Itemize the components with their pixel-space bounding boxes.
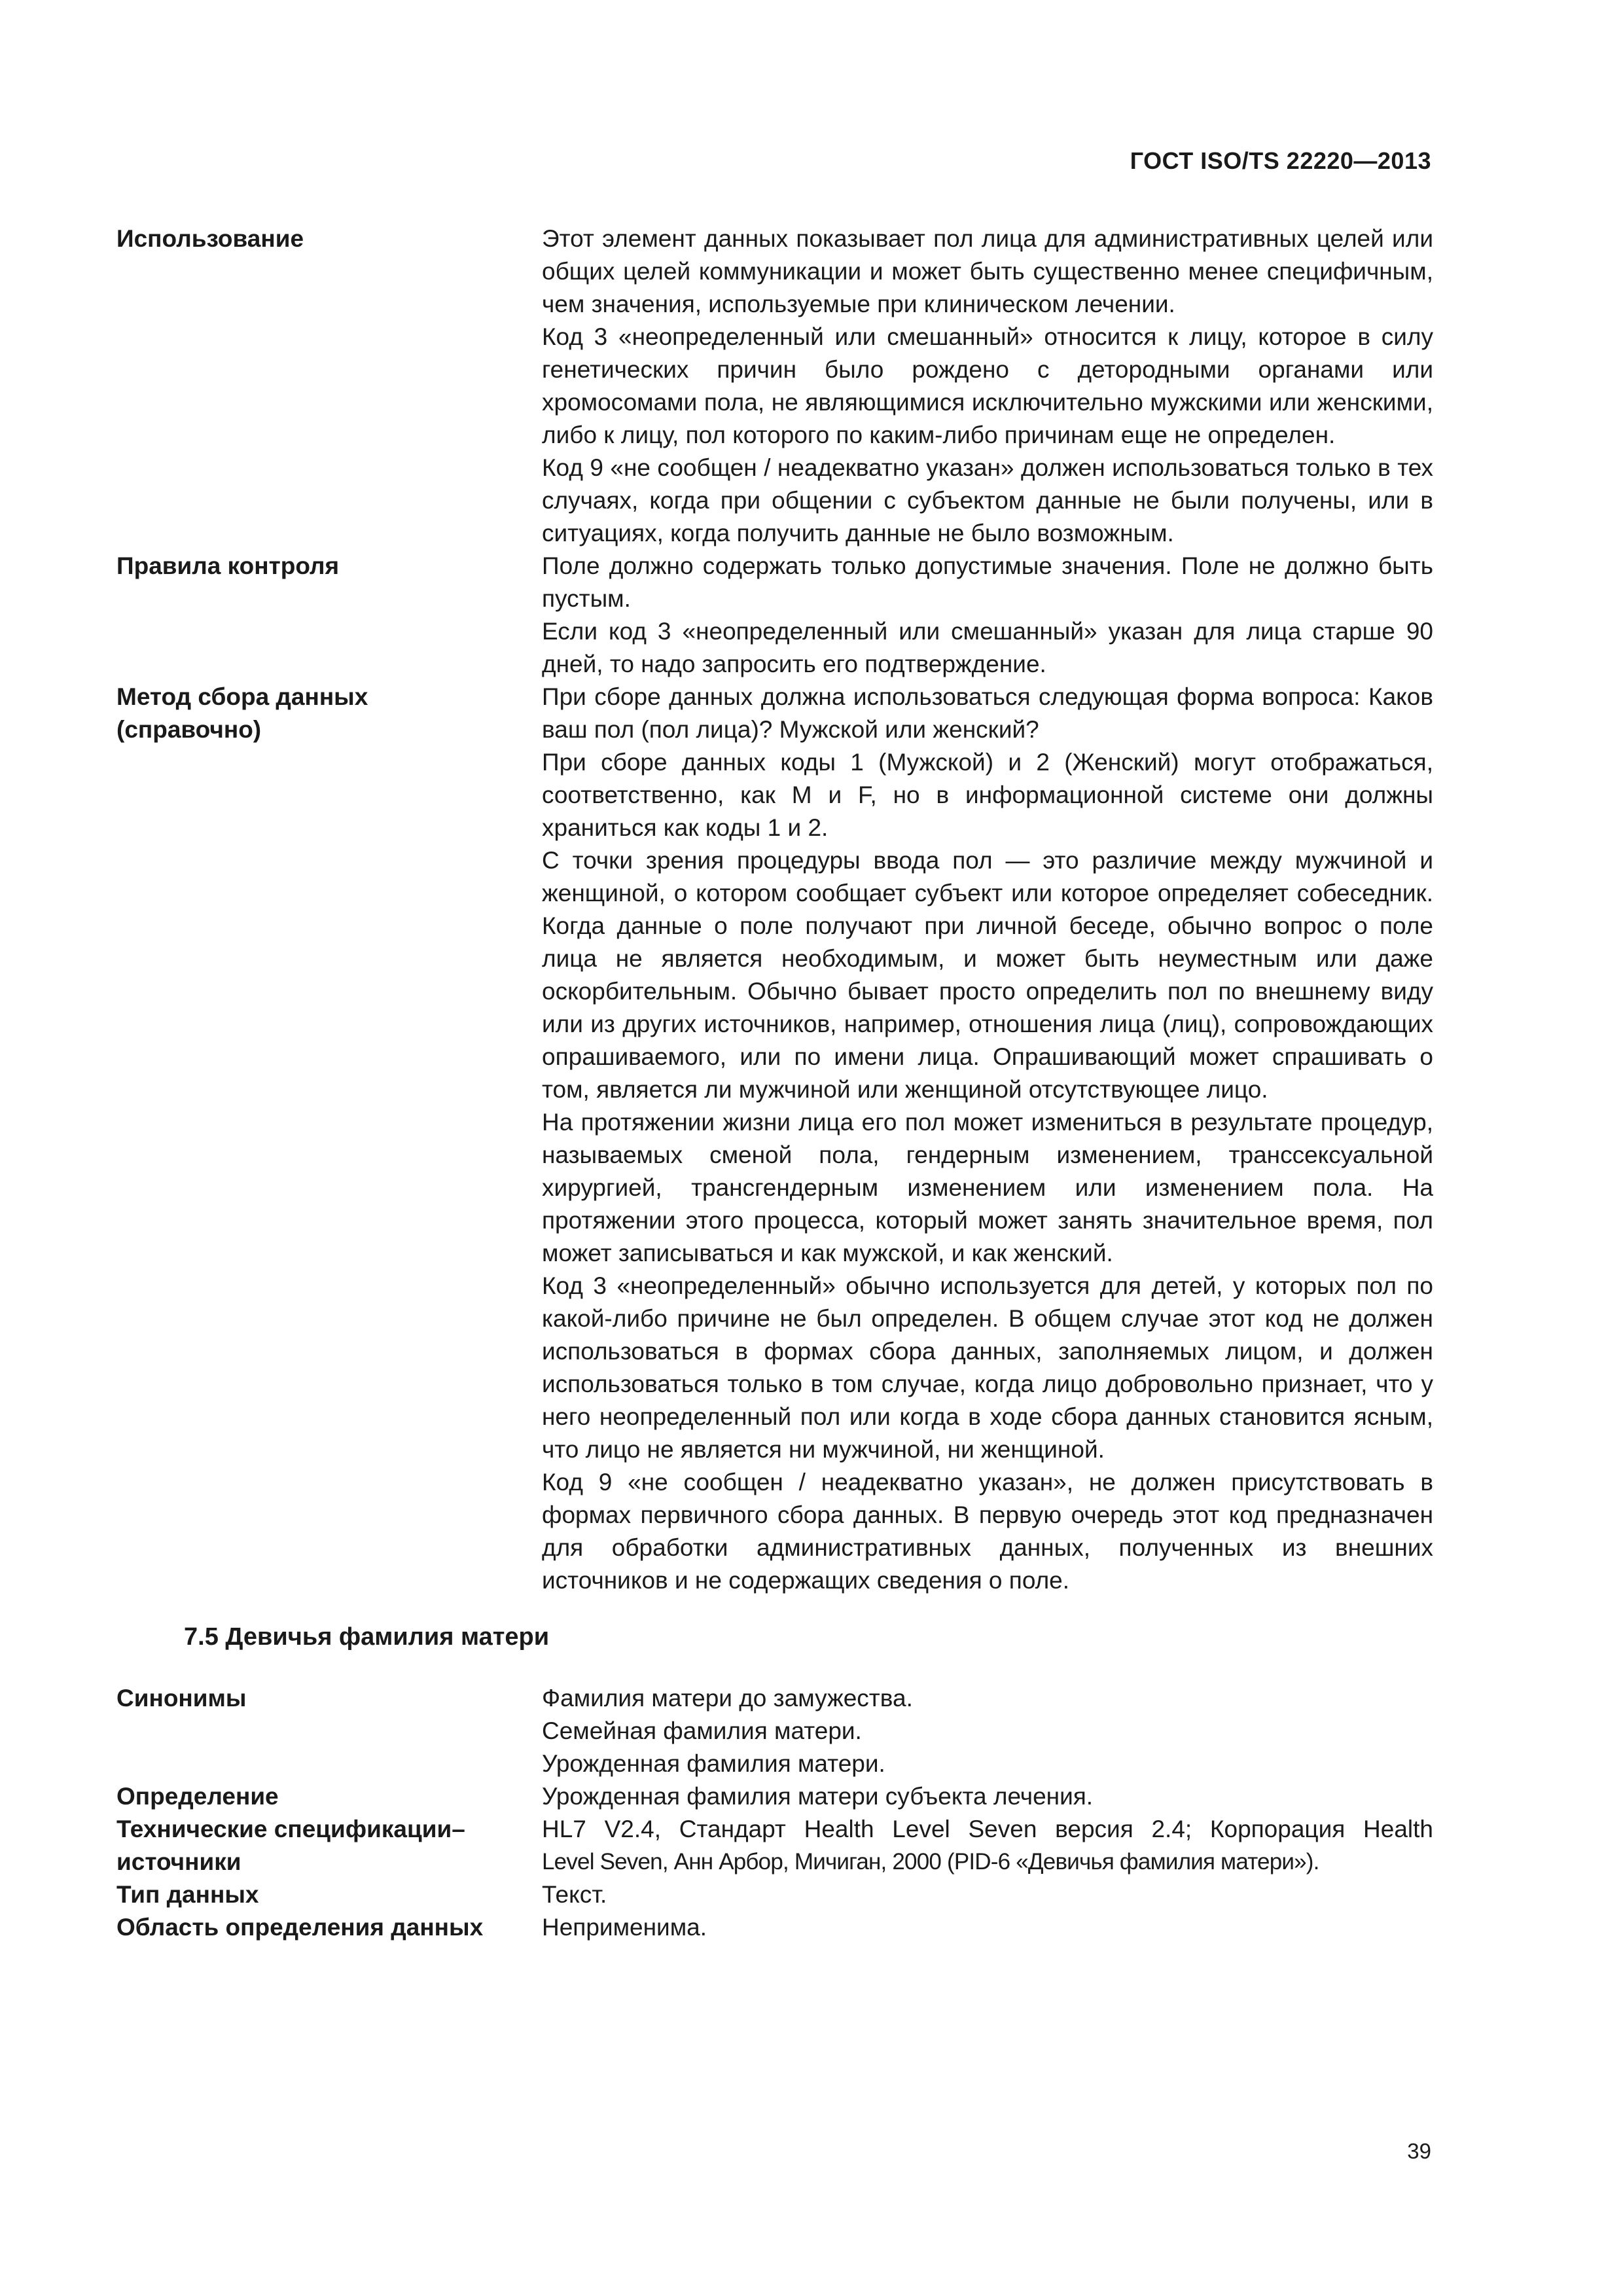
field-row-synonyms (116, 1682, 1433, 1780)
field-label-line: Определение (116, 1783, 279, 1810)
field-label-data-domain (116, 1911, 542, 1944)
field-label-line: Использование (116, 225, 304, 252)
paragraph: Поле должно содержать только допустимые значения. Поле не должно быть пустым. (542, 552, 1433, 612)
tech-spec-line: Level Seven, Анн Арбор, Мичиган, 2000 (PID-6 «Девичья фамилия матери»). (542, 1849, 1319, 1874)
field-body-synonyms (542, 1682, 1433, 1780)
paragraph: Код 3 «неопределенный или смешанный» относится к лицу, которое в силу генетических причин было рождено с детородными органами или хромосомами пола, не являющимися исключительно мужскими или женскими, либо к лицу, пол которого по каким-либо причинам еще не определен. (542, 323, 1433, 448)
field-body-data-domain (542, 1911, 1433, 1944)
field-row-usage (116, 223, 1433, 550)
field-label-line: Синонимы (116, 1685, 247, 1712)
field-body-data-type (542, 1878, 1433, 1911)
paragraph: Код 9 «не сообщен / неадекватно указан», не должен присутствовать в формах первичного сбора данных. В первую очередь этот код предназначен для обработки административных данных, полученных из внешних источников и не содержащих сведения о поле. (542, 1469, 1433, 1594)
definition-text: Урожденная фамилия матери субъекта лечения. (542, 1783, 1094, 1810)
paragraph: При сборе данных должна использоваться следующая форма вопроса: Каков ваш пол (пол лица)? Мужской или женский? (542, 683, 1433, 743)
field-row-definition (116, 1780, 1433, 1813)
field-label-line: Область определения данных (116, 1914, 484, 1941)
field-label-collection-method (116, 681, 542, 746)
paragraph: Код 9 «не сообщен / неадекватно указан» должен использоваться только в тех случаях, когда при общении с субъектом данные не были получены, или в ситуациях, когда получить данные не было возможным. (542, 454, 1433, 547)
field-row-data-domain (116, 1911, 1433, 1944)
data-domain-text: Неприменима. (542, 1914, 707, 1941)
page-content (116, 223, 1433, 1944)
field-label-usage (116, 223, 542, 255)
field-label-line: Тип данных (116, 1881, 259, 1908)
field-label-tech-spec (116, 1813, 542, 1878)
field-label-validation-rules (116, 550, 542, 583)
paragraph: Если код 3 «неопределенный или смешанный» указан для лица старше 90 дней, то надо запросить его подтверждение. (542, 618, 1433, 677)
paragraph: Код 3 «неопределенный» обычно используется для детей, у которых пол по какой-либо причине не был определен. В общем случае этот код не должен использоваться в формах сбора данных, заполняемых лицом, и должен использоваться только в том случае, когда лицо добровольно признает, что у него неопределенный пол или когда в ходе сбора данных становится ясным, что лицо не является ни мужчиной, ни женщиной. (542, 1272, 1433, 1463)
field-body-usage (542, 223, 1433, 550)
paragraph: Этот элемент данных показывает пол лица для административных целей или общих целей коммуникации и может быть существенно менее специфичным, чем значения, используемые при клиническом лечении. (542, 225, 1433, 317)
paragraph: При сборе данных коды 1 (Мужской) и 2 (Женский) могут отображаться, соответственно, как M и F, но в информационной системе они должны храниться как коды 1 и 2. (542, 749, 1433, 841)
field-label-line: Правила контроля (116, 552, 340, 579)
field-row-data-type (116, 1878, 1433, 1911)
field-label-definition (116, 1780, 542, 1813)
paragraph: С точки зрения процедуры ввода пол — это различие между мужчиной и женщиной, о котором сообщает субъект или которое определяет собеседник. Когда данные о поле получают при личной беседе, обычно вопрос о поле лица не является необходимым, и может быть неуместным или даже оскорбительным. Обычно бывает просто определить пол по внешнему виду или из других источников, например, отношения лица (лиц), сопровождающих опрашиваемого, или по имени лица. Опрашивающий может спрашивать о том, является ли мужчиной или женщиной отсутствующее лицо. (542, 847, 1433, 1103)
paragraph: На протяжении жизни лица его пол может измениться в результате процедур, называемых сменой пола, гендерным изменением, транссексуальной хирургией, трансгендерным изменением или изменением пола. На протяжении этого процесса, который может занять значительное время, пол может записываться и как мужской, и как женский. (542, 1109, 1433, 1266)
field-label-line: Метод сбора данных (116, 683, 368, 710)
section-heading: 7.5 Девичья фамилия матери (184, 1623, 550, 1651)
synonym-line: Урожденная фамилия матери. (542, 1750, 885, 1777)
field-body-definition (542, 1780, 1433, 1813)
data-type-text: Текст. (542, 1881, 607, 1908)
field-label-synonyms (116, 1682, 542, 1715)
field-label-line: источники (116, 1848, 241, 1875)
field-body-tech-spec (542, 1813, 1433, 1878)
document-standard-header: ГОСТ ISO/TS 22220—2013 (1130, 147, 1431, 174)
synonym-line: Фамилия матери до замужества. (542, 1685, 913, 1712)
field-label-line: Технические спецификации– (116, 1816, 465, 1842)
synonym-line: Семейная фамилия матери. (542, 1717, 862, 1744)
page-number: 39 (1407, 2139, 1431, 2163)
field-row-tech-spec (116, 1813, 1433, 1878)
field-label-data-type (116, 1878, 542, 1911)
field-body-validation-rules (542, 550, 1433, 681)
field-row-validation-rules (116, 550, 1433, 681)
field-row-collection-method (116, 681, 1433, 1597)
tech-spec-line: HL7 V2.4, Стандарт Health Level Seven версия 2.4; Корпорация Health (542, 1816, 1433, 1842)
field-label-line: (справочно) (116, 716, 262, 743)
field-body-collection-method (542, 681, 1433, 1597)
